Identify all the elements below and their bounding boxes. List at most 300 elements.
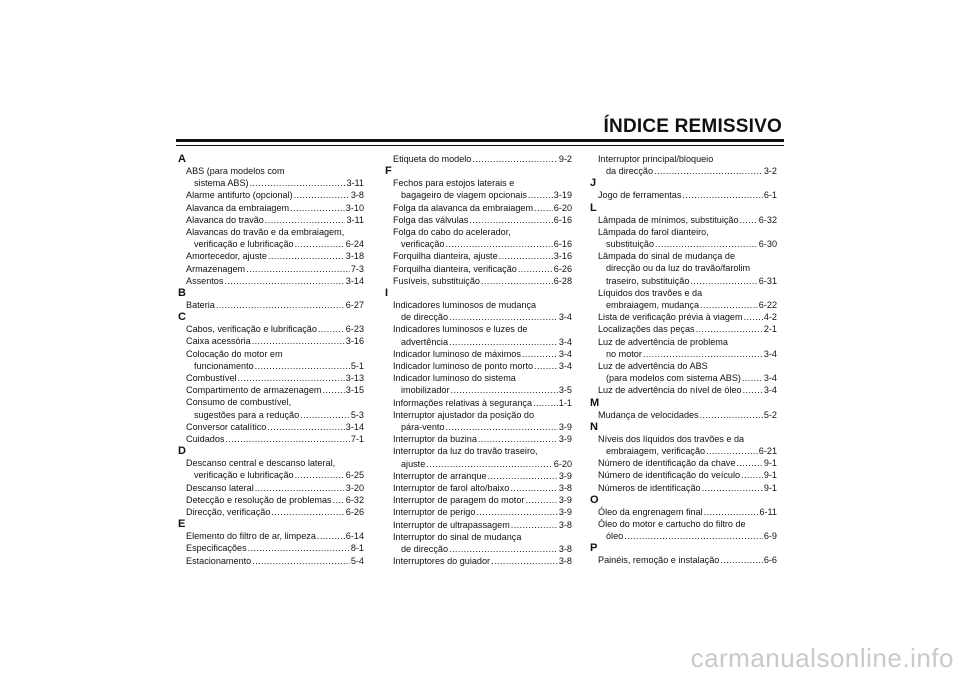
dot-leader [478,433,558,445]
index-entry [385,202,572,214]
dot-leader [267,421,344,433]
entry-row [393,348,572,360]
dot-leader [449,543,558,555]
index-section [590,177,777,201]
dot-leader [742,372,763,384]
index-entry [590,518,777,542]
index-entry [178,482,364,494]
entry-text-line: Níveis dos líquidos dos travões e da [598,433,745,444]
section-letter: A [178,153,186,165]
entry-text-line: Indicadores luminosos e luzes de [393,324,528,335]
entry-label: Estacionamento [186,555,252,566]
index-entry [385,214,572,226]
entry-row [393,433,572,445]
entry-label: advertência [401,336,449,347]
entry-row [598,348,777,360]
entry-label: ajuste [401,458,426,469]
index-column-1 [178,153,364,567]
dot-leader [525,494,557,506]
entry-label: embraiagem, mudança [606,300,700,311]
entry-label: Armazenagem [186,263,246,274]
entry-label: de direcção [401,544,449,555]
page-number: 3-10 [345,202,364,213]
index-entry [385,409,572,433]
entry-row [186,238,364,250]
dot-leader [743,384,763,396]
entry-label: no motor [606,348,642,359]
entry-row [186,421,364,433]
dot-leader [700,299,758,311]
index-section [178,287,364,311]
entry-label: traseiro, substituição [606,275,690,286]
index-entry [178,263,364,275]
entry-row [598,372,777,384]
page-number: 3-19 [553,190,572,201]
entry-text-line: Interruptor principal/bloqueio [598,154,714,164]
index-entry [385,531,572,555]
index-section [590,542,777,566]
entry-row [186,433,364,445]
dot-leader [265,214,346,226]
entry-row [598,482,777,494]
entry-row [186,482,364,494]
entry-label: Conversor catalítico [186,421,267,432]
index-entry [385,153,572,165]
entry-label: Caixa acessória [186,336,251,347]
index-entry [590,360,777,384]
index-entry [178,421,364,433]
index-entry [385,433,572,445]
dot-leader [271,506,344,518]
entry-row [186,469,364,481]
entry-label: Indicador luminoso de máximos [393,348,521,359]
page-number: 7-1 [350,434,364,445]
entry-label: verificação e lubrificação [194,239,294,250]
entry-row [186,263,364,275]
index-entry [590,336,777,360]
entry-label: Painéis, remoção e instalação [598,555,720,566]
entry-row [598,445,777,457]
section-letter: I [385,287,389,300]
entry-row [598,409,777,421]
page-number: 4-2 [763,312,777,323]
entry-row [393,250,572,262]
entry-label: pára-vento [401,422,445,433]
section-letter: F [385,165,392,178]
dot-leader [744,311,763,323]
entry-row [186,299,364,311]
entry-row [393,238,572,250]
page-number: 3-4 [558,361,572,372]
entry-label: sugestões para a redução [194,409,300,420]
entry-row [186,409,364,421]
index-entry [590,311,777,323]
entry-label: Direcção, verificação [186,507,271,518]
entry-label: Interruptor de ultrapassagem [393,519,510,530]
index-section [590,202,777,397]
index-entry [385,360,572,372]
entry-label: Alavanca da embraiagem [186,202,290,213]
index-entry [590,482,777,494]
index-section [590,153,777,177]
dot-leader [534,202,553,214]
index-section [590,421,777,494]
entry-row [598,384,777,396]
page-number: 6-6 [763,555,777,566]
page-number: 6-30 [758,239,777,250]
entry-label: Descanso lateral [186,482,254,493]
entry-text-line: Descanso central e descanso lateral, [186,458,336,469]
page-number: 3-4 [558,312,572,323]
entry-row [598,530,777,542]
page-number: 3-4 [558,336,572,347]
entry-row [598,189,777,201]
dot-leader [295,238,345,250]
section-letter: M [590,396,600,409]
page-number: 6-20 [553,458,572,469]
index-entry [385,177,572,201]
index-entry [178,250,364,262]
entry-label: verificação [401,239,445,250]
page-number: 3-9 [558,495,572,506]
index-entry [590,189,777,201]
entry-text-line: Colocação do motor em [186,348,283,359]
dot-leader [451,384,558,396]
dot-leader [295,469,345,481]
index-entry [590,214,777,226]
entry-row [186,202,364,214]
index-entry [385,275,572,287]
index-section [178,311,364,445]
index-entry [178,202,364,214]
entry-row [186,494,364,506]
index-section [385,153,572,165]
entry-text-line: Luz de advertência de problema [598,336,728,347]
dot-leader [294,189,350,201]
entry-text-line: ABS (para modelos com [186,166,285,176]
dot-leader [481,275,553,287]
dot-leader [445,421,557,433]
entry-label: Alarme antifurto (opcional) [186,190,293,201]
dot-leader [499,250,553,262]
title-rule-thin [176,145,784,146]
entry-row [393,397,572,409]
entry-row [186,214,364,226]
dot-leader [300,409,350,421]
page-number: 6-31 [758,275,777,286]
dot-leader [449,311,558,323]
entry-label: Interruptor da buzina [393,434,477,445]
index-entry [178,457,364,481]
page-title: ÍNDICE REMISSIVO [603,116,782,137]
page-number: 3-8 [558,483,572,494]
entry-text-line: Lâmpada do farol dianteiro, [598,226,709,237]
entry-label: Amortecedor, ajuste [186,251,267,262]
index-entry [178,335,364,347]
entry-label: Cuidados [186,434,225,445]
entry-label: (para modelos com sistema ABS) [606,373,741,384]
entry-text-line: Lâmpada do sinal de mudança de [598,251,736,262]
index-column-3 [590,153,777,567]
page-number: 3-20 [345,482,364,493]
page-number: 6-27 [345,300,364,311]
entry-row [393,494,572,506]
dot-leader [426,458,553,470]
index-entry [590,433,777,457]
entry-label: óleo [606,531,624,542]
dot-leader [225,433,349,445]
section-letter: P [590,542,598,555]
page-number: 9-1 [763,470,777,481]
entry-label: imobilizador [401,385,450,396]
entry-row [598,214,777,226]
dot-leader [290,202,345,214]
page-number: 3-16 [345,336,364,347]
entry-row [186,384,364,396]
dot-leader [510,482,558,494]
page-number: 3-4 [763,373,777,384]
index-entry [178,542,364,554]
entry-row [598,311,777,323]
entry-row [393,263,572,275]
index-entry [590,506,777,518]
entry-label: Especificações [186,543,247,554]
entry-label: Números de identificação [598,482,701,493]
dot-leader [322,384,344,396]
entry-row [186,275,364,287]
entry-row [186,335,364,347]
dot-leader [250,177,346,189]
entry-row [393,519,572,531]
entry-label: Interruptor de arranque [393,470,487,481]
entry-text-line: Líquidos dos travões e da [598,287,703,298]
index-entry [178,189,364,201]
page-number: 3-4 [763,348,777,359]
index-entry [590,153,777,177]
entry-label: Interruptores do guiador [393,556,491,567]
entry-text-line: Óleo do motor e cartucho do filtro de [598,519,746,530]
entry-label: Número de identificação do veículo [598,470,741,481]
page-number: 6-16 [553,239,572,250]
index-entry [178,384,364,396]
entry-label: Fusíveis, substituição [393,275,480,286]
dot-leader [533,397,558,409]
entry-text-line: Folga do cabo do acelerador, [393,227,511,238]
entry-label: Mudança de velocidades [598,409,699,420]
dot-leader [252,555,350,567]
entry-label: da direcção [606,166,654,177]
index-entry [178,433,364,445]
index-entry [590,384,777,396]
entry-row [598,554,777,566]
entry-text-line: Interruptor do sinal de mudança [393,531,522,542]
title-rule-thick [176,139,784,142]
entry-row [393,189,572,201]
index-entry [590,469,777,481]
dot-leader [528,189,553,201]
section-letter: D [178,445,186,458]
entry-row [393,214,572,226]
dot-leader [449,336,558,348]
entry-row [186,506,364,518]
index-entry [385,323,572,347]
page-number: 3-11 [346,214,364,225]
index-entry [590,287,777,311]
index-entry [178,275,364,287]
index-entry [385,494,572,506]
dot-leader [643,348,763,360]
dot-leader [624,530,763,542]
entry-label: Folga das válvulas [393,214,469,225]
entry-text-line: Interruptor da luz do travão traseiro, [393,446,538,457]
page-number: 3-14 [345,275,364,286]
entry-row [393,202,572,214]
entry-text-line: Alavancas do travão e da embraiagem, [186,227,345,238]
entry-row [598,275,777,287]
entry-row [598,323,777,335]
page-number: 3-8 [350,190,364,201]
dot-leader [252,335,345,347]
index-section [178,153,364,287]
index-entry [178,494,364,506]
index-section [178,445,364,518]
page-number: 6-14 [345,531,364,542]
index-entry [385,519,572,531]
dot-leader [696,323,763,335]
entry-row [393,153,572,165]
page-number: 9-1 [763,482,777,493]
entry-label: Lâmpada de mínimos, substituição [598,214,739,225]
index-entry [178,165,364,189]
entry-label: embraiagem, verificação [606,446,706,457]
index-column-2 [385,153,572,568]
dot-leader [333,494,345,506]
dot-leader [522,348,558,360]
entry-text-line: direcção ou da luz do travão/farolim [606,263,751,274]
dot-leader [491,555,558,567]
entry-row [186,372,364,384]
entry-row [186,323,364,335]
entry-label: Alavanca do travão [186,214,264,225]
index-entry [178,555,364,567]
dot-leader [216,299,345,311]
index-section [385,287,572,567]
section-letter: N [590,420,598,433]
page-number: 3-9 [558,422,572,433]
page-number: 6-32 [345,494,364,505]
entry-label: Óleo da engrenagem final [598,506,703,517]
entry-label: bagageiro de viagem opcionais [401,190,527,201]
entry-label: Detecção e resolução de problemas [186,494,332,505]
page-number: 9-1 [763,458,777,469]
page-number: 6-23 [345,324,364,335]
entry-row [186,555,364,567]
dot-leader [534,360,558,372]
index-entry [385,397,572,409]
page-number: 6-32 [758,214,777,225]
index-entry [385,555,572,567]
dot-leader [654,165,763,177]
entry-row [393,384,572,396]
dot-leader [655,238,758,250]
dot-leader [702,482,763,494]
entry-label: Bateria [186,300,215,311]
entry-label: Localizações das peças [598,324,695,335]
index-entry [385,226,572,250]
entry-text-line: Consumo de combustível, [186,397,292,408]
entry-text-line: Indicador luminoso do sistema [393,373,516,384]
dot-leader [318,323,345,335]
page-number: 5-1 [350,360,364,371]
entry-row [598,299,777,311]
page-number: 6-26 [553,263,572,274]
page-number: 6-16 [553,214,572,225]
index-entry [385,348,572,360]
footer-watermark: carmanualsonline.info [690,643,954,673]
page-number: 6-22 [758,300,777,311]
entry-label: Folga da alavanca da embraiagem [393,202,534,213]
entry-row [186,542,364,554]
index-entry [178,530,364,542]
page-number: 3-13 [345,373,364,384]
index-entry [385,445,572,469]
dot-leader [224,275,344,287]
page-number: 3-16 [553,251,572,262]
index-section [590,494,777,543]
entry-row [598,506,777,518]
page-number: 6-11 [759,506,777,517]
index-entry [178,323,364,335]
index-entry [385,506,572,518]
entry-label: Cabos, verificação e lubrificação [186,324,317,335]
entry-row [393,543,572,555]
entry-row [393,360,572,372]
dot-leader [255,482,345,494]
index-entry [590,554,777,566]
entry-label: de direcção [401,312,449,323]
entry-label: Interruptor de perigo [393,507,476,518]
page-number: 3-8 [558,519,572,530]
dot-leader [720,554,763,566]
page-number: 3-9 [558,434,572,445]
index-entry [590,409,777,421]
page-number: 3-18 [345,251,364,262]
dot-leader [737,457,763,469]
entry-label: Interruptor de farol alto/baixo [393,483,510,494]
page-number: 3-4 [763,385,777,396]
entry-row [393,555,572,567]
entry-row [393,458,572,470]
page-number: 3-14 [345,421,364,432]
dot-leader [317,530,345,542]
page-number: 1-1 [558,397,572,408]
index-entry [178,299,364,311]
page-number: 3-15 [345,385,364,396]
page-number: 6-1 [763,190,777,201]
entry-label: Lista de verificação prévia à viagem [598,312,743,323]
entry-row [186,250,364,262]
entry-row [598,238,777,250]
entry-label: sistema ABS) [194,178,249,189]
page-number: 5-4 [350,555,364,566]
dot-leader [268,250,345,262]
index-entry [385,372,572,396]
dot-leader [472,153,557,165]
page-number: 3-8 [558,544,572,555]
index-entry [178,348,364,372]
entry-row [393,311,572,323]
index-entry [590,457,777,469]
